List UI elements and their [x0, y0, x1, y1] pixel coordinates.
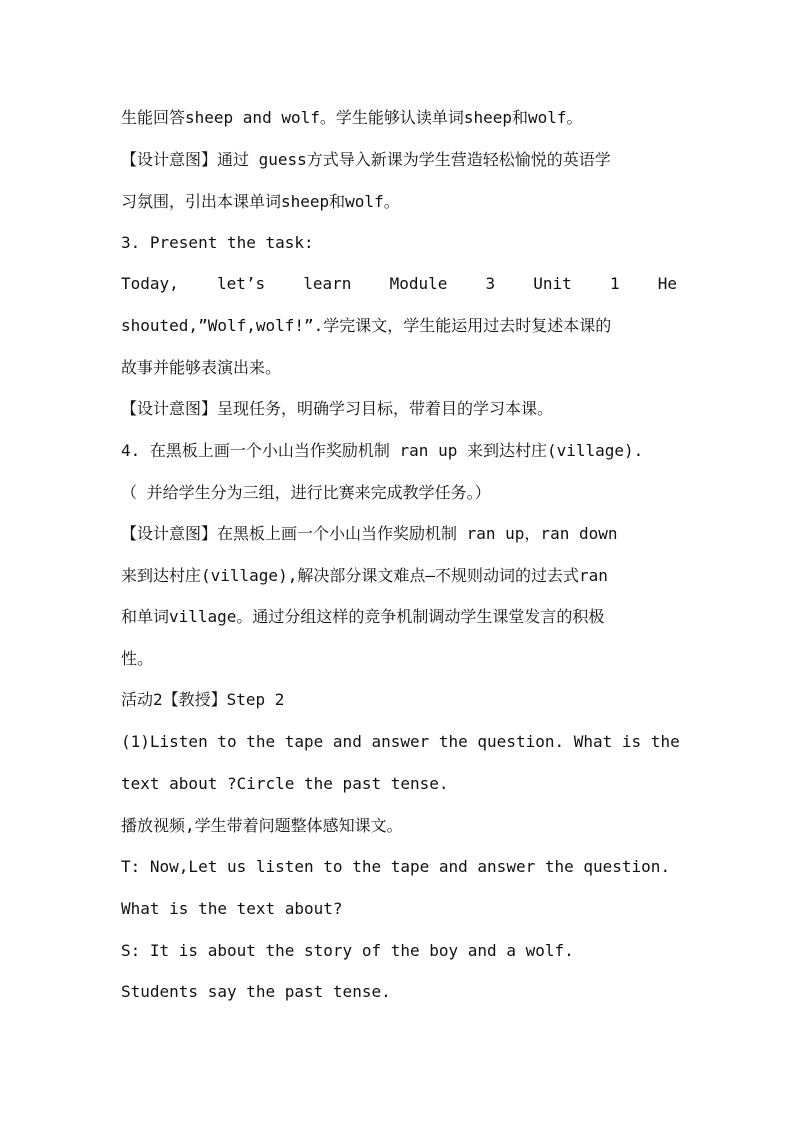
- text-line-20: What is the text about?: [121, 899, 343, 918]
- text-line-14: 性。: [121, 649, 154, 668]
- word: Unit: [533, 274, 572, 293]
- text-line-9: 4. 在黑板上画一个小山当作奖励机制 ran up 来到达村庄(village).: [121, 441, 644, 460]
- text-line-21: S: It is about the story of the boy and a wolf.: [121, 941, 574, 960]
- text-line-5: [121, 273, 677, 295]
- text-line-3: 习氛围，引出本课单词sheep和wolf。: [121, 192, 400, 211]
- text-line-10: （ 并给学生分为三组，进行比赛来完成教学任务。）: [121, 483, 491, 502]
- text-line-8: 【设计意图】呈现任务，明确学习目标，带着目的学习本课。: [121, 399, 554, 418]
- text-line-7: 故事并能够表演出来。: [121, 358, 282, 377]
- word: Module: [389, 274, 448, 293]
- text-line-22: Students say the past tense.: [121, 982, 391, 1001]
- text-line-19: T: Now,Let us listen to the tape and answer the question.: [121, 857, 671, 876]
- text-line-11: 【设计意图】在黑板上画一个小山当作奖励机制 ran up，ran down: [121, 524, 618, 543]
- text-line-6: shouted,”Wolf,wolf!”.学完课文，学生能运用过去时复述本课的: [121, 316, 612, 335]
- text-line-15: 活动2【教授】Step 2: [121, 690, 285, 709]
- text-line-16: (1)Listen to the tape and answer the question. What is the: [121, 732, 680, 751]
- word: let’s: [216, 274, 266, 293]
- text-line-12: 来到达村庄(village),解决部分课文难点—不规则动词的过去式ran: [121, 566, 608, 585]
- text-line-2: 【设计意图】通过 guess方式导入新课为学生营造轻松愉悦的英语学: [121, 150, 611, 169]
- text-line-18: 播放视频,学生带着问题整体感知课文。: [121, 816, 403, 835]
- word: He: [657, 274, 677, 293]
- word: learn: [303, 274, 352, 293]
- text-line-13: 和单词village。通过分组这样的竞争机制调动学生课堂发言的积极: [121, 607, 605, 626]
- text-line-17: text about ?Circle the past tense.: [121, 774, 449, 793]
- word: 3: [485, 274, 496, 293]
- text-line-4: 3. Present the task:: [121, 233, 314, 252]
- word: Today,: [121, 274, 179, 293]
- text-line-1: 生能回答sheep and wolf。学生能够认读单词sheep和wolf。: [121, 108, 583, 127]
- word: 1: [609, 274, 620, 293]
